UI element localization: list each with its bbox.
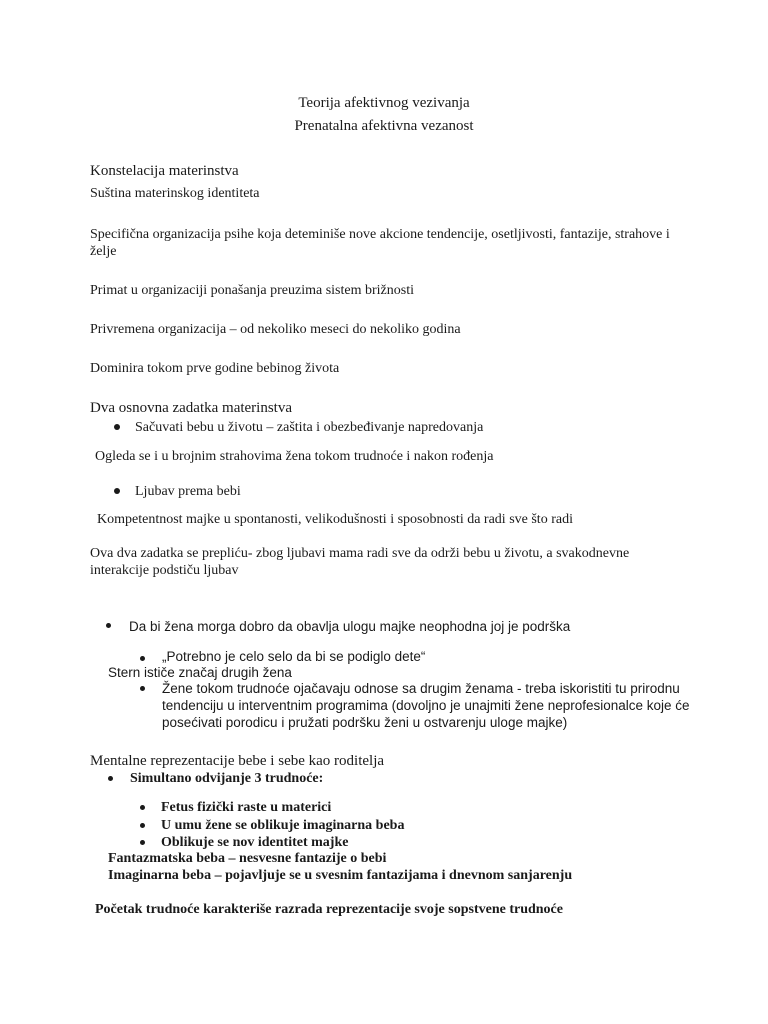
paragraph-organization-line2: želje (90, 244, 117, 259)
paragraph-organization-line1: Specifična organizacija psihe koja deteminiše nove akcione tendencije, osetljivosti, fantazije, strahove i (90, 227, 670, 242)
bullet-women-line1: Žene tokom trudnoće ojačavaju odnose sa drugim ženama - treba iskoristiti tu prirodnu (162, 681, 680, 696)
bullet-icon (140, 686, 145, 691)
paragraph-phantasmatic-baby: Fantazmatska beba – nesvesne fantazije o bebi (108, 851, 387, 866)
section-heading-constellation: Konstelacija materinstva (90, 163, 239, 179)
paragraph-imaginary-baby: Imaginarna beba – pojavljuje se u svesnim fantazijama i dnevnom sanjarenju (108, 868, 573, 883)
paragraph-stern: Stern ističe značaj drugih žena (108, 665, 292, 680)
paragraph-intertwine-line2: interakcije podstiču ljubav (90, 563, 239, 578)
bullet-icon (140, 805, 145, 810)
document-title: Teorija afektivnog vezivanja (298, 95, 470, 111)
bullet-women-line2: tendenciju u interventnim programima (dovoljno je unajmiti žene neprofesionalce koje će (162, 698, 690, 713)
paragraph-primacy: Primat u organizaciji ponašanja preuzima sistem brižnosti (90, 283, 414, 298)
paragraph-temporary: Privremena organizacija – od nekoliko meseci do nekoliko godina (90, 322, 461, 337)
bullet-love: Ljubav prema bebi (135, 484, 241, 499)
section-heading-two-tasks: Dva osnovna zadatka materinstva (90, 400, 293, 416)
bullet-icon (114, 488, 120, 494)
bullet-identity: Oblikuje se nov identitet majke (161, 835, 349, 850)
bullet-imaginary-baby: U umu žene se oblikuje imaginarna beba (161, 818, 405, 833)
paragraph-intertwine-line1: Ova dva zadatka se prepliću- zbog ljubavi mama radi sve da održi bebu u životu, a svakodnevne (90, 546, 630, 561)
paragraph-fears: Ogleda se i u brojnim strahovima žena tokom trudnoće i nakon rođenja (95, 449, 494, 464)
bullet-fetus: Fetus fizički raste u materici (161, 800, 332, 815)
bullet-women-line3: posećivati porodicu i pružati podršku ženi u ostvarenju uloge majke) (162, 715, 568, 730)
bullet-icon (140, 656, 145, 661)
bullet-icon (140, 823, 145, 828)
section-subheading-identity: Suština materinskog identiteta (90, 186, 260, 201)
section-heading-representations: Mentalne reprezentacije bebe i sebe kao roditelja (90, 753, 385, 769)
paragraph-beginning: Početak trudnoće karakteriše razrada reprezentacije svoje sopstvene trudnoće (95, 902, 563, 917)
bullet-icon (114, 424, 120, 430)
bullet-keep-alive: Sačuvati bebu u životu – zaštita i obezbeđivanje napredovanja (135, 420, 484, 435)
paragraph-competence: Kompetentnost majke u spontanosti, velikodušnosti i sposobnosti da radi sve što radi (97, 512, 573, 527)
paragraph-dominates: Dominira tokom prve godine bebinog života (90, 361, 340, 376)
bullet-village-quote: „Potrebno je celo selo da bi se podiglo dete“ (162, 649, 426, 664)
document-subtitle: Prenatalna afektivna vezanost (294, 118, 474, 134)
bullet-icon (108, 776, 113, 781)
bullet-three-pregnancies: Simultano odvijanje 3 trudnoće: (130, 771, 324, 786)
bullet-icon (106, 623, 111, 628)
bullet-support: Da bi žena morga dobro da obavlja ulogu majke neophodna joj je podrška (129, 619, 571, 634)
bullet-icon (140, 840, 145, 845)
